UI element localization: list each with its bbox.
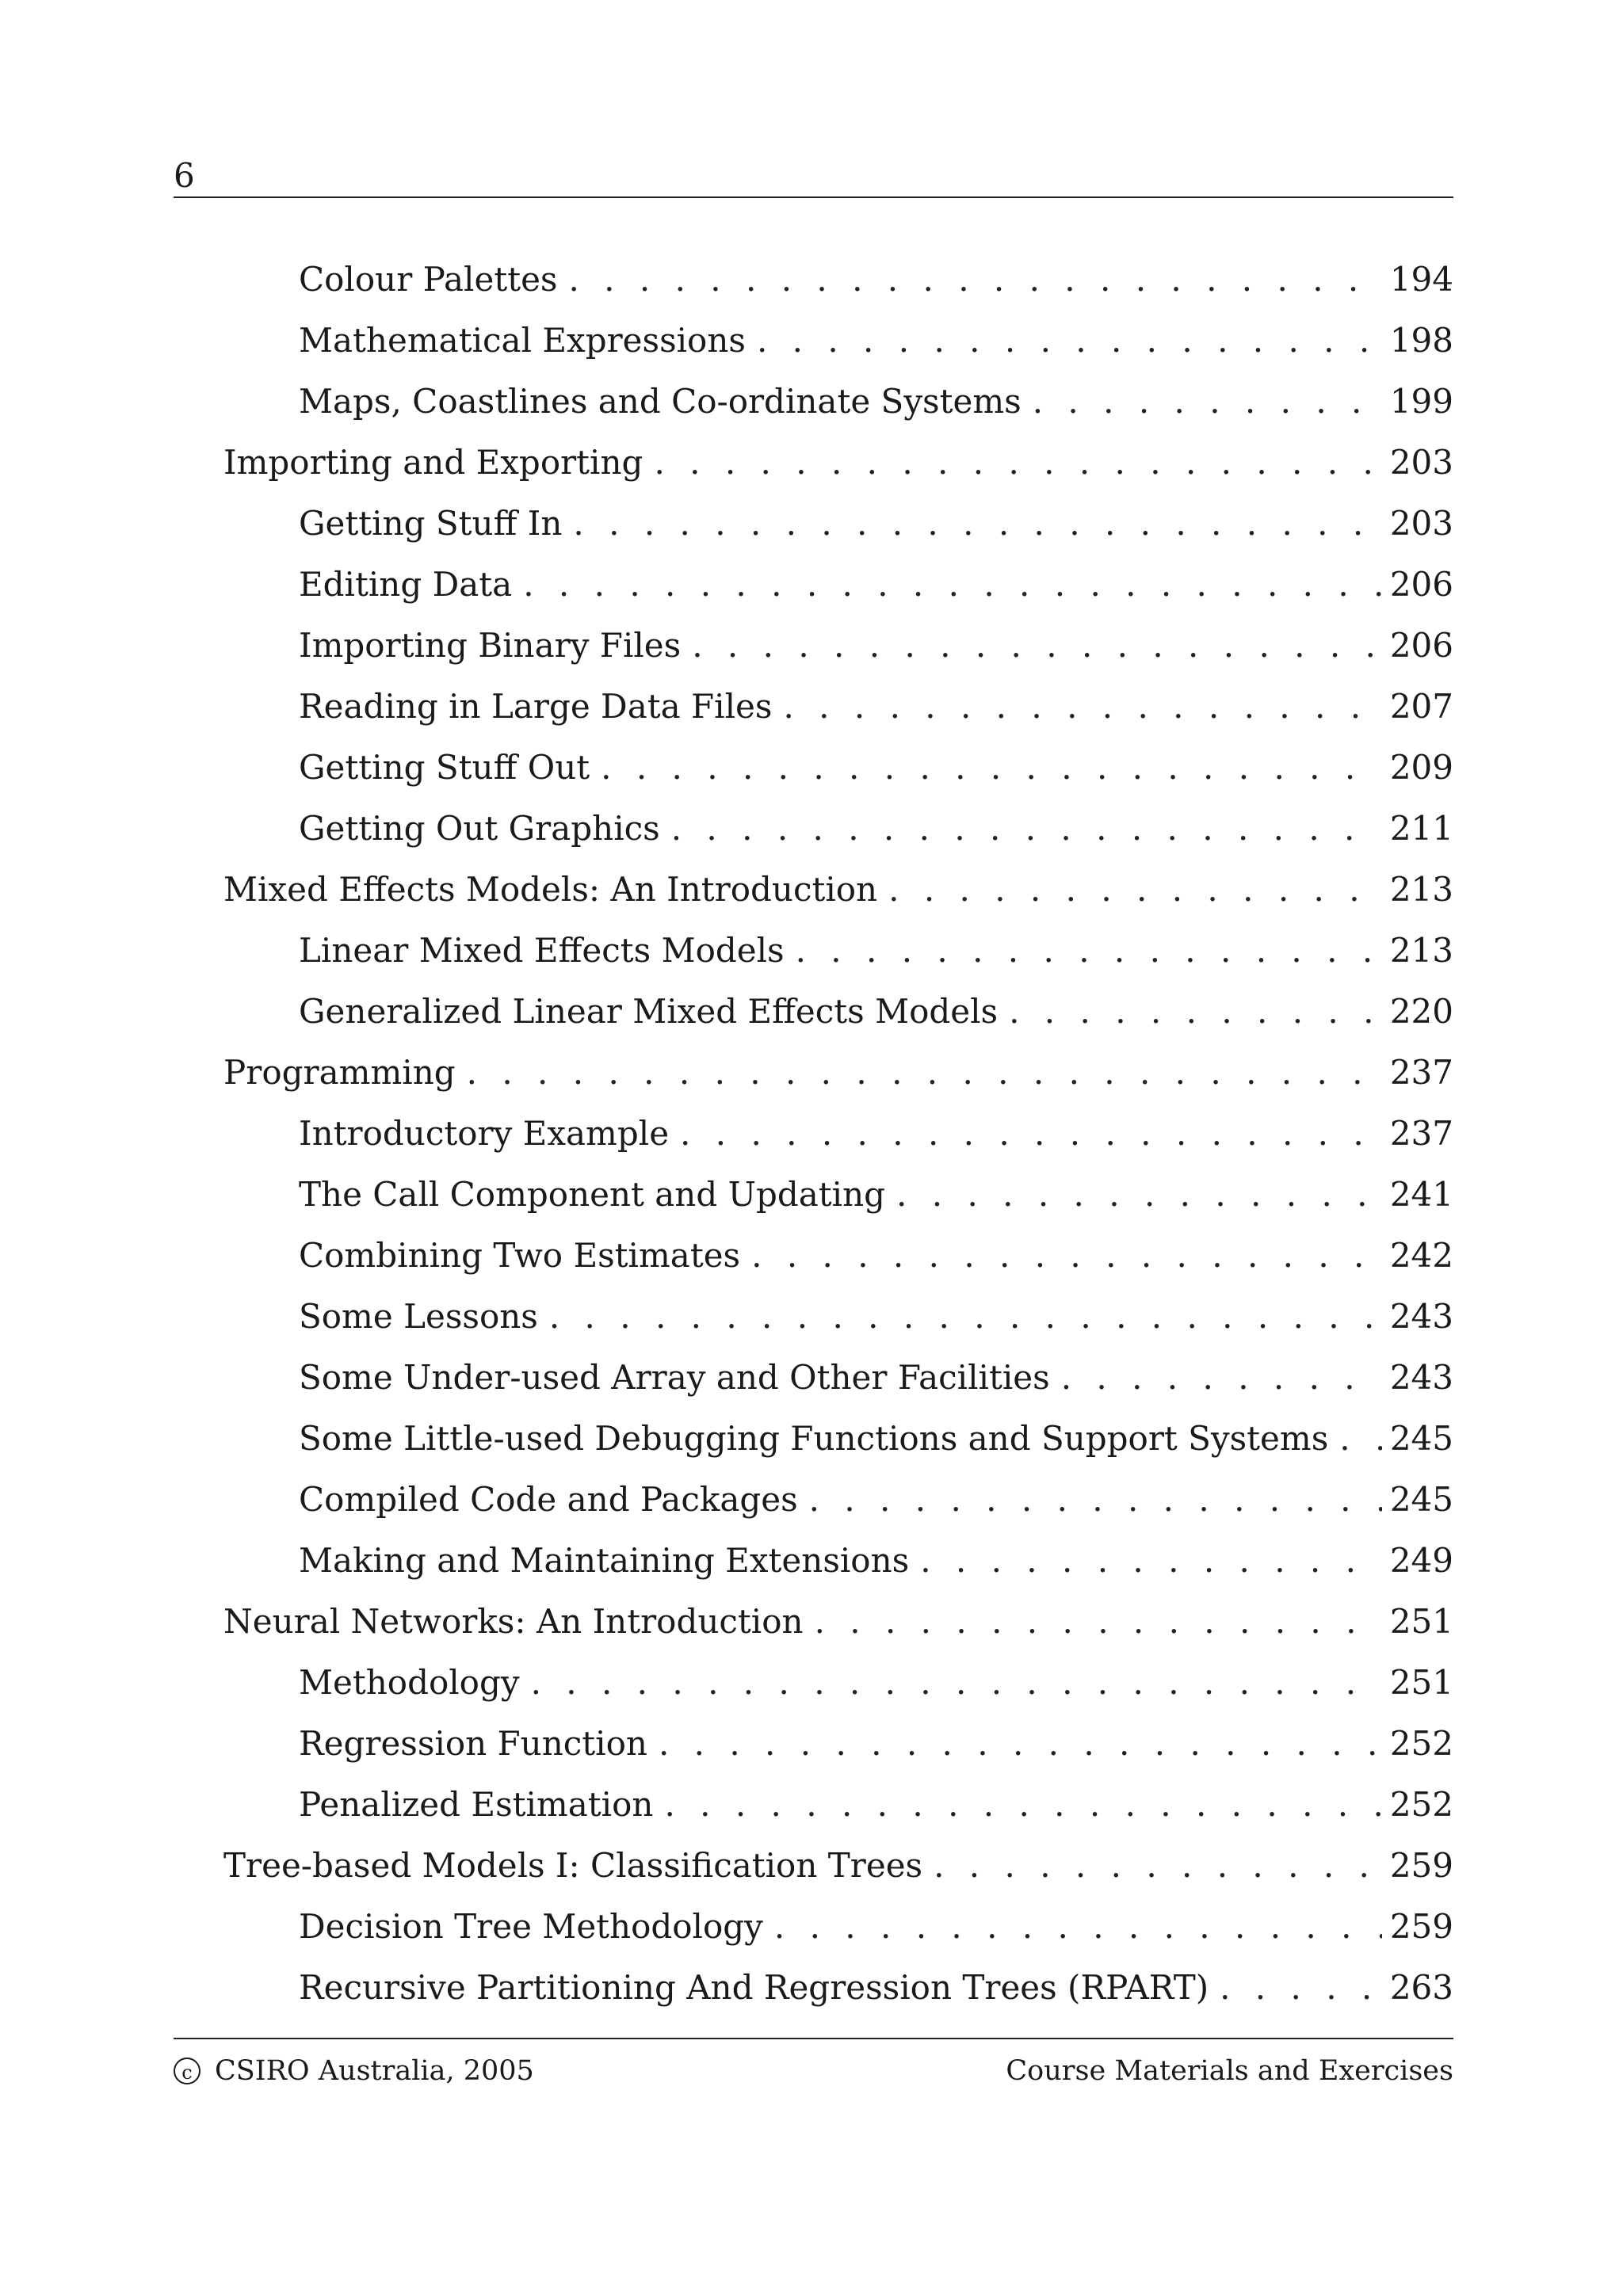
- toc-dot-leader: [1220, 1966, 1382, 2010]
- toc-entry-page: 259: [1389, 1846, 1453, 1885]
- toc-dot-leader: [654, 441, 1381, 485]
- toc-entry-page: 251: [1389, 1663, 1453, 1702]
- toc-entry-title: Programming: [223, 1053, 456, 1092]
- toc-entry-title: Compiled Code and Packages: [299, 1480, 798, 1519]
- toc-entry[interactable]: [174, 1844, 1453, 1905]
- toc-entry[interactable]: [174, 929, 1453, 990]
- toc-entry[interactable]: [174, 1112, 1453, 1173]
- copyright-icon: c: [174, 2058, 200, 2084]
- toc-dot-leader: [1061, 1356, 1382, 1400]
- toc-entry-page: 194: [1389, 260, 1453, 299]
- toc-entry[interactable]: [174, 1295, 1453, 1356]
- toc-entry[interactable]: [174, 1966, 1453, 2027]
- toc-entry-title: Mixed Effects Models: An Introduction: [223, 870, 878, 909]
- toc-entry[interactable]: [174, 318, 1453, 379]
- toc-dot-leader: [692, 624, 1382, 668]
- toc-entry-page: 206: [1389, 565, 1453, 604]
- toc-dot-leader: [568, 257, 1381, 302]
- toc-entry-page: 213: [1389, 870, 1453, 909]
- toc-entry-page: 206: [1389, 626, 1453, 665]
- toc-entry-title: Combining Two Estimates: [299, 1236, 741, 1275]
- toc-entry-page: 211: [1389, 809, 1453, 848]
- toc-entry[interactable]: [174, 1905, 1453, 1966]
- toc-entry[interactable]: [174, 1600, 1453, 1661]
- toc-entry[interactable]: [174, 379, 1453, 441]
- toc-entry-title: Penalized Estimation: [299, 1785, 654, 1824]
- toc-entry-page: 203: [1389, 443, 1453, 482]
- toc-entry-title: Neural Networks: An Introduction: [223, 1602, 804, 1641]
- toc-entry[interactable]: [174, 746, 1453, 807]
- toc-dot-leader: [796, 929, 1382, 973]
- toc-dot-leader: [751, 1234, 1382, 1278]
- toc-entry-title: Some Lessons: [299, 1297, 538, 1336]
- toc-entry-page: 245: [1389, 1480, 1453, 1519]
- toc-dot-leader: [671, 807, 1382, 851]
- toc-entry[interactable]: [174, 868, 1453, 929]
- toc-entry-page: 198: [1389, 321, 1453, 360]
- toc-dot-leader: [1009, 990, 1382, 1034]
- toc-entry-title: Recursive Partitioning And Regression Trees (RPART): [299, 1968, 1209, 2007]
- toc-entry[interactable]: [174, 502, 1453, 563]
- toc-entry-title: The Call Component and Updating: [299, 1175, 886, 1214]
- toc-dot-leader: [815, 1600, 1382, 1644]
- toc-entry-title: Maps, Coastlines and Co-ordinate Systems: [299, 382, 1022, 421]
- toc-entry-page: 243: [1389, 1358, 1453, 1397]
- toc-entry-page: 203: [1389, 504, 1453, 543]
- toc-entry[interactable]: [174, 1539, 1453, 1600]
- toc-entry[interactable]: [174, 807, 1453, 868]
- toc-entry[interactable]: [174, 1722, 1453, 1783]
- toc-dot-leader: [659, 1722, 1382, 1766]
- toc-entry-title: Editing Data: [299, 565, 513, 604]
- toc-entry[interactable]: [174, 1417, 1453, 1478]
- toc-entry[interactable]: [174, 685, 1453, 746]
- toc-entry[interactable]: [174, 1051, 1453, 1112]
- toc-entry-title: Some Under-used Array and Other Facilities: [299, 1358, 1050, 1397]
- toc-entry-title: Getting Stuff Out: [299, 748, 590, 787]
- toc-entry-title: Methodology: [299, 1663, 520, 1702]
- toc-dot-leader: [523, 563, 1382, 607]
- toc-dot-leader: [920, 1539, 1382, 1583]
- toc-dot-leader: [1339, 1417, 1382, 1461]
- toc-dot-leader: [664, 1783, 1381, 1827]
- toc-entry-title: Reading in Large Data Files: [299, 687, 773, 726]
- toc-entry-title: Getting Stuff In: [299, 504, 563, 543]
- toc-entry-title: Importing and Exporting: [223, 443, 643, 482]
- toc-entry-page: 220: [1389, 992, 1453, 1031]
- toc-entry-title: Some Little-used Debugging Functions and Support Systems: [299, 1419, 1329, 1458]
- toc-entry-page: 263: [1389, 1968, 1453, 2007]
- toc-entry-page: 249: [1389, 1541, 1453, 1580]
- footer: [174, 2052, 1453, 2090]
- toc-entry-page: 213: [1389, 931, 1453, 970]
- toc-entry-title: Regression Function: [299, 1724, 647, 1763]
- header-rule: [174, 196, 1453, 198]
- footer-title: Course Materials and Exercises: [1006, 2055, 1453, 2087]
- toc-entry-page: 243: [1389, 1297, 1453, 1336]
- toc-entry-page: 251: [1389, 1602, 1453, 1641]
- toc-dot-leader: [896, 1173, 1382, 1217]
- toc-entry-page: 259: [1389, 1907, 1453, 1946]
- toc-entry[interactable]: [174, 624, 1453, 685]
- toc-entry-page: 252: [1389, 1785, 1453, 1824]
- toc-entry-title: Making and Maintaining Extensions: [299, 1541, 910, 1580]
- toc-entry-page: 242: [1389, 1236, 1453, 1275]
- toc-dot-leader: [783, 685, 1381, 729]
- toc-entry-title: Importing Binary Files: [299, 626, 682, 665]
- toc-dot-leader: [888, 868, 1382, 912]
- toc-dot-leader: [809, 1478, 1382, 1522]
- toc-entry-page: 237: [1389, 1114, 1453, 1153]
- footer-rule: [174, 2038, 1453, 2039]
- toc-entry-title: Mathematical Expressions: [299, 321, 746, 360]
- toc-entry-title: Generalized Linear Mixed Effects Models: [299, 992, 999, 1031]
- toc-entry-page: 252: [1389, 1724, 1453, 1763]
- toc-entry-title: Getting Out Graphics: [299, 809, 660, 848]
- toc-entry[interactable]: [174, 1173, 1453, 1234]
- toc-dot-leader: [774, 1905, 1382, 1949]
- copyright-text: CSIRO Australia, 2005: [215, 2055, 534, 2087]
- toc-entry[interactable]: [174, 990, 1453, 1051]
- toc-entry-title: Colour Palettes: [299, 260, 558, 299]
- toc-entry[interactable]: [174, 1478, 1453, 1539]
- toc-dot-leader: [601, 746, 1382, 790]
- toc-entry-page: 207: [1389, 687, 1453, 726]
- toc-dot-leader: [680, 1112, 1382, 1156]
- toc-entry[interactable]: [174, 563, 1453, 624]
- toc-entry[interactable]: [174, 1783, 1453, 1844]
- toc-dot-leader: [757, 318, 1382, 363]
- toc-dot-leader: [934, 1844, 1382, 1888]
- toc-entry-page: 237: [1389, 1053, 1453, 1092]
- toc-entry[interactable]: [174, 1661, 1453, 1722]
- toc-entry-page: 245: [1389, 1419, 1453, 1458]
- toc-entry[interactable]: [174, 257, 1453, 318]
- table-of-contents: [174, 257, 1453, 2027]
- toc-entry-title: Linear Mixed Effects Models: [299, 931, 785, 970]
- toc-entry[interactable]: [174, 1356, 1453, 1417]
- toc-entry-page: 209: [1389, 748, 1453, 787]
- toc-dot-leader: [573, 502, 1381, 546]
- toc-entry-title: Decision Tree Methodology: [299, 1907, 763, 1946]
- toc-entry-page: 199: [1389, 382, 1453, 421]
- toc-entry-title: Tree-based Models I: Classification Trees: [223, 1846, 923, 1885]
- toc-entry[interactable]: [174, 441, 1453, 502]
- toc-entry[interactable]: [174, 1234, 1453, 1295]
- toc-dot-leader: [549, 1295, 1382, 1339]
- copyright-notice: [174, 2052, 534, 2090]
- toc-dot-leader: [1033, 379, 1382, 424]
- toc-dot-leader: [531, 1661, 1382, 1705]
- toc-entry-title: Introductory Example: [299, 1114, 670, 1153]
- page-number: 6: [174, 156, 195, 195]
- toc-dot-leader: [467, 1051, 1382, 1095]
- toc-entry-page: 241: [1389, 1175, 1453, 1214]
